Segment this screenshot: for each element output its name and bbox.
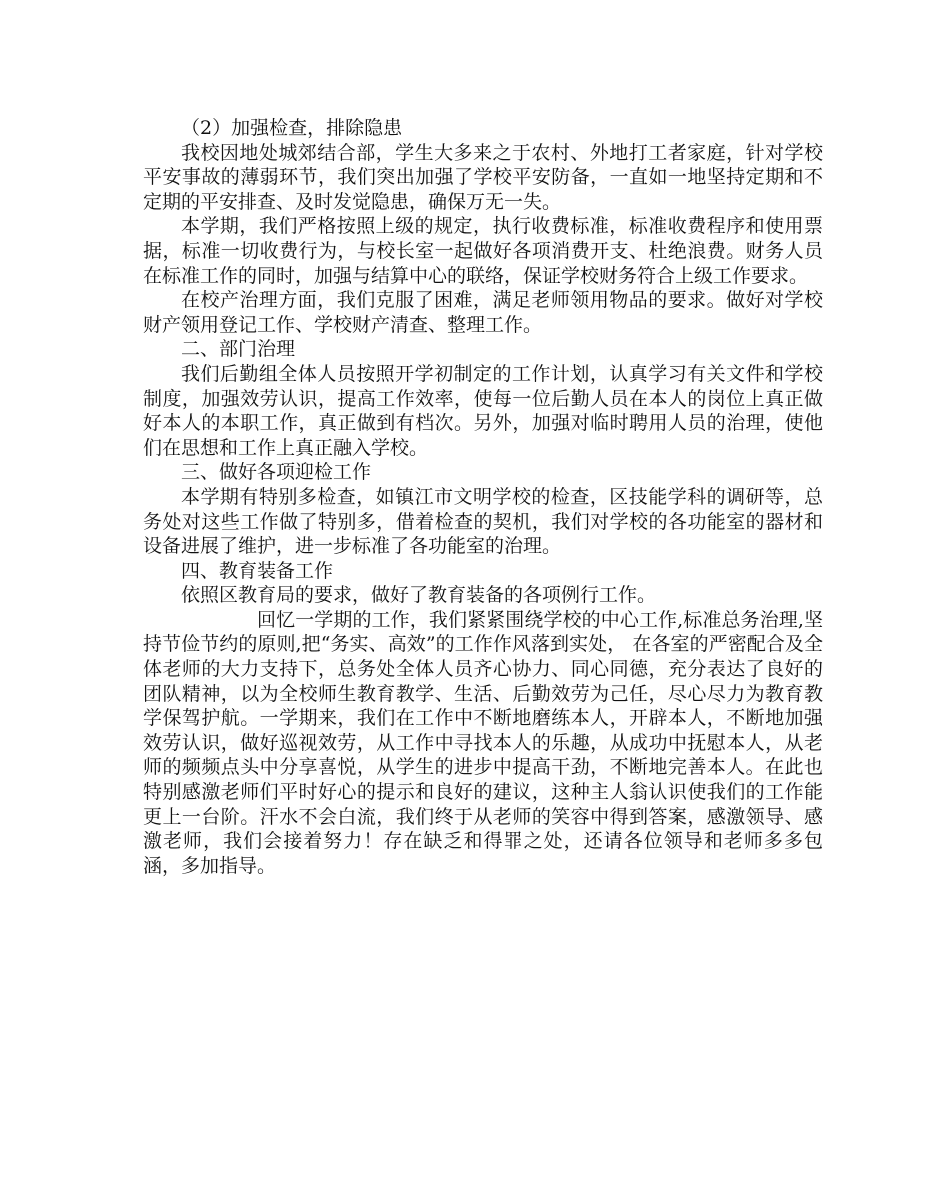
section-heading-department: 二、部门治理 [181, 338, 296, 361]
paragraph-inspections: 本学期有特别多检查，如镇江市文明学校的检查，区技能学科的调研等，总务处对这些工作做了特别多，借着检查的契机，我们对学校的各功能室的器材和设备进展了维护，进一步标准了各功能室的治理。 [143, 485, 823, 558]
paragraph-property: 在校产治理方面，我们克服了困难，满足老师领用物品的要求。做好对学校财产领用登记工作、学校财产清查、整理工作。 [143, 289, 823, 336]
section-heading-inspection: （2）加强检查，排除隐患 [181, 117, 403, 139]
paragraph-closing-summary: 回忆一学期的工作，我们紧紧围绕学校的中心工作,标准总务治理,坚持节俭节约的原则,把“务实、高效”的工作作风落到实处， 在各室的严密配合及全体老师的大力支持下，总务处全体人员齐心协力、同心同德，充分表达了良好的团队精神，以为全校师生教育教学、生活、后勤效劳为己任，尽心尽力为教育教学保驾护航。一学期来，我们在工作中不断地磨练本人，开辟本人，不断地加强效劳认识，做好巡视效劳，从工作中寻找本人的乐趣，从成功中抚慰本人，从老师的频频点头中分享喜悦，从学生的进步中提高干劲，不断地完善本人。在此也特别感激老师们平时好心的提示和良好的建议，这种主人翁认识使我们的工作能更上一台阶。汗水不会白流，我们终于从老师的笑容中得到答案，感激领导、感激老师，我们会接着努力！存在缺乏和得罪之处，还请各位领导和老师多多包涵，多加指导。 [143, 608, 823, 877]
document-page [143, 116, 823, 878]
paragraph-department: 我们后勤组全体人员按照开学初制定的工作计划，认真学习有关文件和学校制度，加强效劳认识，提高工作效率，使每一位后勤人员在本人的岗位上真正做好本人的本职工作，真正做到有档次。另外，加强对临时聘用人员的治理，使他们在思想和工作上真正融入学校。 [143, 362, 823, 459]
section-heading-inspections-prep: 三、做好各项迎检工作 [181, 461, 372, 484]
section-heading-equipment: 四、教育装备工作 [181, 559, 334, 582]
paragraph-safety: 我校因地处城郊结合部，学生大多来之于农村、外地打工者家庭，针对学校平安事故的薄弱环节，我们突出加强了学校平安防备，一直如一地坚持定期和不定期的平安排查、及时发觉隐患，确保万无一失。 [143, 141, 823, 213]
paragraph-finance: 本学期，我们严格按照上级的规定，执行收费标准，标准收费程序和使用票据，标准一切收费行为，与校长室一起做好各项消费开支、杜绝浪费。财务人员在标准工作的同时，加强与结算中心的联络，保证学校财务符合上级工作要求。 [143, 215, 823, 287]
paragraph-equipment: 依照区教育局的要求，做好了教育装备的各项例行工作。 [181, 584, 657, 607]
